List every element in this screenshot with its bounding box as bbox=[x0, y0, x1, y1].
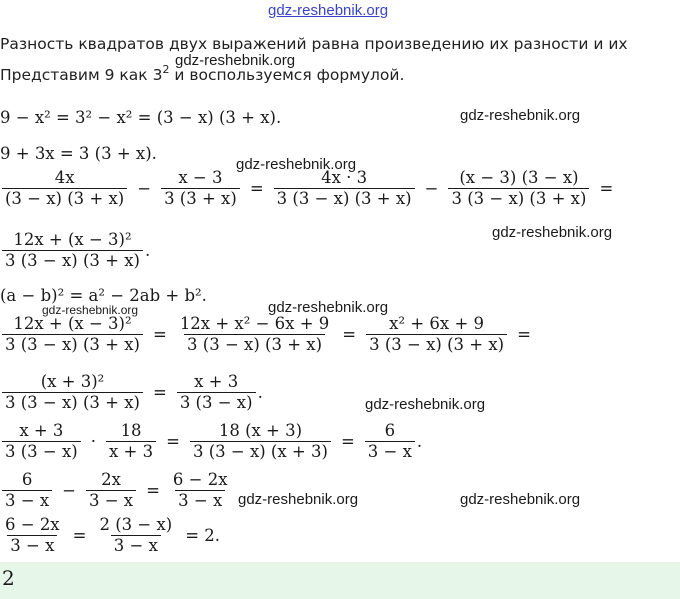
watermark: gdz-reshebnik.org bbox=[238, 491, 359, 508]
answer-value: 2 bbox=[2, 566, 15, 590]
watermark-top-link[interactable]: gdz-reshebnik.org bbox=[268, 2, 389, 19]
watermark: gdz-reshebnik.org bbox=[460, 491, 581, 508]
watermark: gdz-reshebnik.org bbox=[492, 224, 613, 241]
equation-final: $\frac{6 - 2x}{3 - x}$ = $\frac{2 (3 - x)}{3 - x}$ = 2. bbox=[5, 515, 221, 555]
intro-line-1: Разность квадратов двух выражений равна произведению их разности и их bbox=[0, 35, 628, 53]
watermark: gdz-reshebnik.org bbox=[175, 52, 296, 69]
watermark: gdz-reshebnik.org bbox=[236, 156, 357, 173]
intro-line-2: Представим 9 как $3^2$ и воспользуемся формулой. bbox=[0, 63, 405, 84]
watermark: gdz-reshebnik.org bbox=[42, 303, 139, 317]
equation-difference-of-squares: 9 − x² = 3² − x² = (3 − x) (3 + x). bbox=[0, 108, 282, 127]
equation-multiply: $\frac{x + 3}{3 (3 - x)}$ · $\frac{18}{x + 3}$ = $\frac{18 (x + 3)}{3 (3 - x) (x + 3)}$ = $\frac{6}{3 - x}$ . bbox=[0, 421, 422, 462]
answer-bar bbox=[0, 562, 680, 599]
equation-subtract: $\frac{6}{3 - x}$ − $\frac{2x}{3 - x}$ = $\frac{6 - 2x}{3 - x}$ bbox=[0, 470, 233, 511]
equation-combined-numerator: $\frac{\text{12x + (x − 3)²}}{3 (3 - x) (3 + x)}$ . bbox=[0, 230, 150, 271]
equation-expand-numerator: $\frac{\text{12x + (x − 3)²}}{3 (3 - x) (3 + x)}$ = $\frac{\text{12x + x² − 6x + 9}}{3 (3 - x) (3 + x)}$ = $\frac{\text{x² + 6x + 9}}{3 (3 - x) (3 + x)}$ = bbox=[0, 314, 539, 355]
equation-common-denominator: $\frac{4x}{(3 - x) (3 + x)}$ − $\frac{x - 3}{3 (3 + x)}$ = $\frac{4x \cdot 3}{3 (3 - x) (3 + x)}$ − $\frac{(x - 3) (3 - x)}{3 (3 - x) (3 + x)}$ = bbox=[0, 168, 621, 209]
watermark: gdz-reshebnik.org bbox=[460, 107, 581, 124]
equation-square-formula: (a − b)² = a² − 2ab + b². bbox=[0, 286, 207, 305]
watermark: gdz-reshebnik.org bbox=[268, 299, 389, 316]
watermark: gdz-reshebnik.org bbox=[365, 396, 486, 413]
equation-factor-denominator: 9 + 3x = 3 (3 + x). bbox=[0, 144, 157, 163]
equation-simplify: $\frac{\text{(x + 3)²}}{3 (3 - x) (3 + x)}$ = $\frac{x + 3}{3 (3 - x)}$ . bbox=[0, 372, 263, 413]
